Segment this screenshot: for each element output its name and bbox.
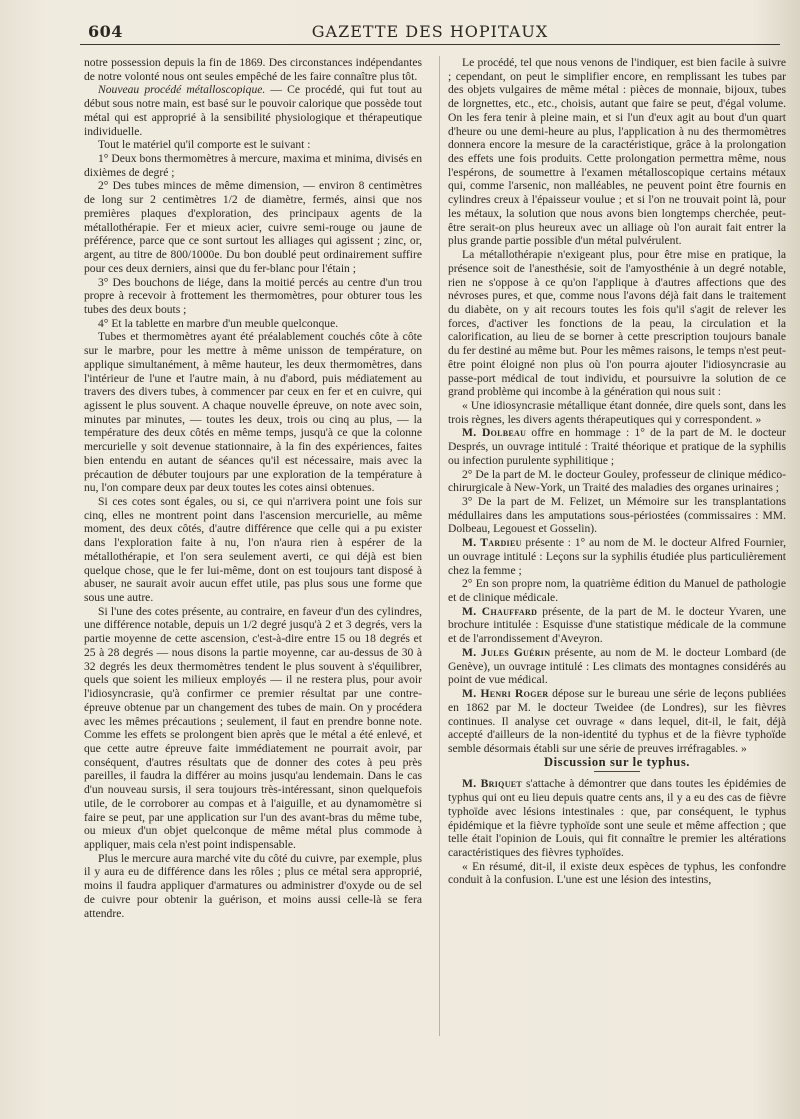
speaker-name: M. Dolbeau — [462, 426, 527, 440]
paragraph — [448, 536, 786, 577]
paragraph — [448, 687, 786, 756]
page-header — [80, 18, 780, 44]
paragraph — [84, 317, 422, 331]
paragraph — [448, 577, 786, 604]
paragraph-text: présente : 1° au nom de M. le docteur Alfred Fournier, un ouvrage intitulé : Leçons sur la syphilis étudiée plus particulièrement chez la femme ; — [448, 536, 786, 577]
paragraph — [84, 330, 422, 495]
paragraph — [84, 852, 422, 921]
paragraph — [84, 179, 422, 275]
heading-rule — [594, 771, 640, 772]
paragraph-text: notre possession depuis la fin de 1869. Des circonstances indépendantes de notre volonté nous ont seules empêché de les faire connaître plus tôt. — [84, 56, 422, 83]
paragraph — [448, 56, 786, 248]
paragraph-text: 2° Des tubes minces de même dimension, — environ 8 centimètres de long sur 2 centimètres 1/2 de diamètre, fermés, ainsi que nos premières plaques d'exploration, des principaux agents de la métallothérapie. Fer et mieux acier, cuivre semi-rouge ou jaune de préférence, parce que ce sont surtout les alliages qui agissent ; zinc, or, argent, au titre de 800/1000e. Du bon doublé peut ordinairement suffire pour ces deux derniers, ainsi que du fer-blanc pour l'étain ; — [84, 179, 422, 275]
running-title: GAZETTE DES HOPITAUX — [311, 22, 549, 41]
paragraph-text: 3° De la part de M. Felizet, un Mémoire sur les transplantations médullaires dans les amputations sous-périostées (commissaires : MM. Dolbeau, Legouest et Gosselin). — [448, 495, 786, 536]
paragraph — [448, 468, 786, 495]
paragraph-text: 2° De la part de M. le docteur Gouley, professeur de clinique médico-chirurgicale à New-York, un Traité des maladies des organes urinaires ; — [448, 467, 786, 495]
paragraph-text: — Ce procédé, qui fut tout au début sous notre main, est basé sur le pouvoir calorique que possède tout métal qui est approprié à la sensibilité physiologique et thérapeutique individuelle. — [84, 83, 422, 138]
paragraph — [448, 646, 786, 687]
paragraph-text: « En résumé, dit-il, il existe deux espèces de typhus, les confondre conduit à la confusion. L'une est une lésion des intestins, — [448, 859, 786, 887]
paragraph-text: La métallothérapie n'exigeant plus, pour être mise en pratique, la présence soit de l'anesthésie, soit de l'amyosthénie à un degré notable, rien ne s'oppose à ce qu'on l'applique à d'autres affections que des névroses pures, et que, comme nous l'avons déjà fait dans le traitement du diabète, on y ait recours toutes les fois qu'il s'agit de relever les forces, d'activer les fonctions de la peau, la circulation et la calorification, au lieu de se borner à cette prescription toujours banale du fer destiné au même but. Pour les mêmes raisons, le temps n'est peut-être point éloigné non plus où l'on pourra ajouter l'idiosyncrasie au passe-port médical de tout individu, et poursuivre la solution de ce grand problème qui incombe à la génération qui nous suit : — [448, 248, 786, 399]
paragraph — [448, 399, 786, 426]
paragraph-text: 1° Deux bons thermomètres à mercure, maxima et minima, divisés en dixièmes de degré ; — [84, 152, 422, 179]
paragraph — [448, 248, 786, 399]
right-column — [448, 56, 786, 887]
paragraph-text: 3° Des bouchons de liége, dans la moitié percés au centre d'un trou propre à recevoir à frottement les thermomètres, pour obturer tous les tubes des deux bouts ; — [84, 275, 422, 316]
paragraph-text: Tout le matériel qu'il comporte est le suivant : — [98, 138, 311, 152]
paragraph-text: présente, de la part de M. le docteur Yvaren, une brochure intitulée : Esquisse d'une statistique médicale de la commune et de l'arrondissement d'Aveyron. — [448, 604, 786, 646]
header-rule — [80, 44, 780, 45]
speaker-name: M. Tardieu — [462, 536, 522, 550]
paragraph — [84, 152, 422, 179]
page-number: 604 — [88, 22, 123, 41]
section-heading: Discussion sur le typhus. — [543, 754, 691, 769]
paragraph — [84, 276, 422, 317]
paragraph-text: Si l'une des cotes présente, au contraire, en faveur d'un des cylindres, une différence notable, depuis un 1/2 degré jusqu'à 2 et 3 degrés, vers la partie moyenne de cette ascension, c'est-à-dire entre 15 ou 18 degrés et 25 à 28 degrés — nous disons la partie moyenne, car au-dessus de 30 à 32 degrés les deux thermomètres tendent le plus souvent à s'équilibrer, quels que soient les milieux employés — il ne restera plus, pour avoir l'idiosyncrasie, qu'à confirmer ce premier résultat par une contre-épreuve obtenue par un changement des tubes de main. On y procédera avec les mêmes précautions ; seulement, il faut en prendre bonne note. Comme les effets se prolongent bien après que le métal a été enlevé, et que cette autre épreuve faite immédiatement ne pourrait avoir, par conséquent, d'autres résultats que de donner des cotes à peu près pareilles, il faudra la différer au moins jusqu'au lendemain. Dans le cas d'un nouveau sursis, il sera toujours très-intéressant, sinon quelquefois utile, de le corroborer au compas et à l'aiguille, et au dynamomètre si faire se peut, par une application sur l'un des avant-bras du même tube, ou mieux d'un objet quelconque de même métal plus commode à appliquer, mais cela n'est point indispensable. — [84, 604, 422, 851]
speaker-name: M. Jules Guérin — [462, 645, 551, 659]
paragraph — [84, 56, 422, 83]
paragraph-text: dépose sur le bureau une série de leçons publiées en 1862 par M. le docteur Tweidee (de Londres), sur les fièvres continues. Il analyse cet ouvrage « dans lequel, dit-il, le fait, déjà accepté d'ailleurs de la non-identité du typhus et de la fièvre typhoïde semble désormais établi sur une série de preuves irréfragables. » — [448, 687, 786, 755]
paragraph — [448, 495, 786, 536]
left-column — [84, 56, 422, 920]
paragraph — [84, 495, 422, 605]
paragraph — [448, 777, 786, 859]
speaker-name: M. Briquet — [462, 777, 523, 791]
paragraph-text: s'attache à démontrer que dans toutes les épidémies de typhus qui ont eu lieu depuis quatre cents ans, il y a eu des cas de fièvre typhoïde avec lésions intestinales : que, par conséquent, le typhus épidémique et la fièvre typhoïde sont une seule et même affection ; que telle était l'opinion de Louis, qui fit connaître le premier les altérations caractéristiques des fièvres typhoïdes. — [448, 777, 786, 859]
paragraph-text: « Une idiosyncrasie métallique étant donnée, dire quels sont, dans les trois règnes, les divers agents thérapeutiques qui y correspondent. » — [448, 398, 786, 426]
paragraph-text: Si ces cotes sont égales, ou si, ce qui n'arrivera point une fois sur cinq, elles ne montrent point dans l'ascension mercurielle, au même moment, des deux côtés, d'autre différence que celle qui a pu exister dans l'exploration faite à nu, l'on n'aura rien à espérer de la métallothérapie, et l'on sera seulement averti, ce qui déjà est bien quelque chose, que le fer lui-même, dont on est toujours tant disposé à abuser, ne saurait avoir aucun effet utile, pas plus sous une forme que sous une autre. — [84, 495, 422, 605]
paragraph-text: offre en hommage : 1° de la part de M. le docteur Després, un ouvrage intitulé : Traité théorique et pratique de la syphilis ou infection purulente syphilitique ; — [448, 426, 786, 467]
column-divider — [439, 56, 440, 1036]
paragraph — [84, 83, 422, 138]
paragraph-text: Tubes et thermomètres ayant été préalablement couchés côte à côte sur le marbre, pour les mettre à même unisson de température, on applique simultanément, à même hauteur, les deux thermomètres, dans l'intérieur de l'une et l'autre main, à nu d'abord, puis médiatement au travers des divers tubes, à commencer par ceux en fer et en cuivre, qui agissent le plus souvent. A chaque nouvelle épreuve, on note avec soin, minutes par minutes, — toutes les deux, trois ou cinq au plus, — la température des deux côtés en même temps, jusqu'à ce que la colonne mercurielle y soit devenue stationnaire, à la fin des expériences, faites bien entendu en autant de séances qu'il est nécessaire, mais avec la précaution de débuter toujours par une exploration de la température à nu, l'on compare deux par deux toutes les cotes ainsi obtenues. — [84, 330, 422, 495]
paragraph-text: Le procédé, tel que nous venons de l'indiquer, est bien facile à suivre ; cependant, on peut le simplifier encore, en remplissant les tubes par des objets vulgaires de même métal : pièces de monnaie, bijoux, tubes de lorgnettes, etc., etc., choisis, autant que faire se peut, d'égal volume. On les fera tenir à pleine main, et si l'un d'eux agit au bout d'un quart d'heure ou une demi-heure au plus, l'application à nu des thermomètres donnera encore la mesure de la caractéristique, grâce à la prolongation des effets une fois produits. Cette prolongation permettra même, nous l'espérons, de soumettre à l'examen métalloscopique certains métaux qui, comme l'arsenic, non malléables, ne peuvent point être fournis en cylindres creux à l'épaisseur voulue ; et si l'on ne trouvait point là, pour les métaux, la solution que nous avons bien longtemps cherchée, peut-être serait-on plus heureux avec un alliage où l'on aurait fait entrer la plus grande partie possible d'un métal pulvérulent. — [448, 56, 786, 248]
paragraph — [448, 860, 786, 887]
paragraph-lead: Nouveau procédé métalloscopique. — [98, 83, 266, 97]
speaker-name: M. Chauffard — [462, 604, 538, 618]
speaker-name: M. Henri Roger — [462, 687, 549, 701]
paragraph-text: Plus le mercure aura marché vite du côté du cuivre, par exemple, plus il y aura eu de différence dans les rôles ; plus ce métal sera approprié, moins il faudra appliquer d'armatures ou administrer d'oxyde ou de sel de cuivre pour obtenir la guérison, et moins aussi celle-là se fera attendre. — [84, 851, 422, 920]
paragraph — [448, 426, 786, 467]
paragraph — [448, 605, 786, 646]
paragraph-text: 4° Et la tablette en marbre d'un meuble quelconque. — [98, 316, 339, 330]
paragraph-text: 2° En son propre nom, la quatrième édition du Manuel de pathologie et de clinique médicale. — [448, 577, 786, 605]
paragraph-text: présente, au nom de M. le docteur Lombard (de Genève), un ouvrage intitulé : Les climats des montagnes considérés au point de vue médical. — [448, 645, 786, 687]
paragraph — [84, 605, 422, 852]
paragraph — [84, 138, 422, 152]
